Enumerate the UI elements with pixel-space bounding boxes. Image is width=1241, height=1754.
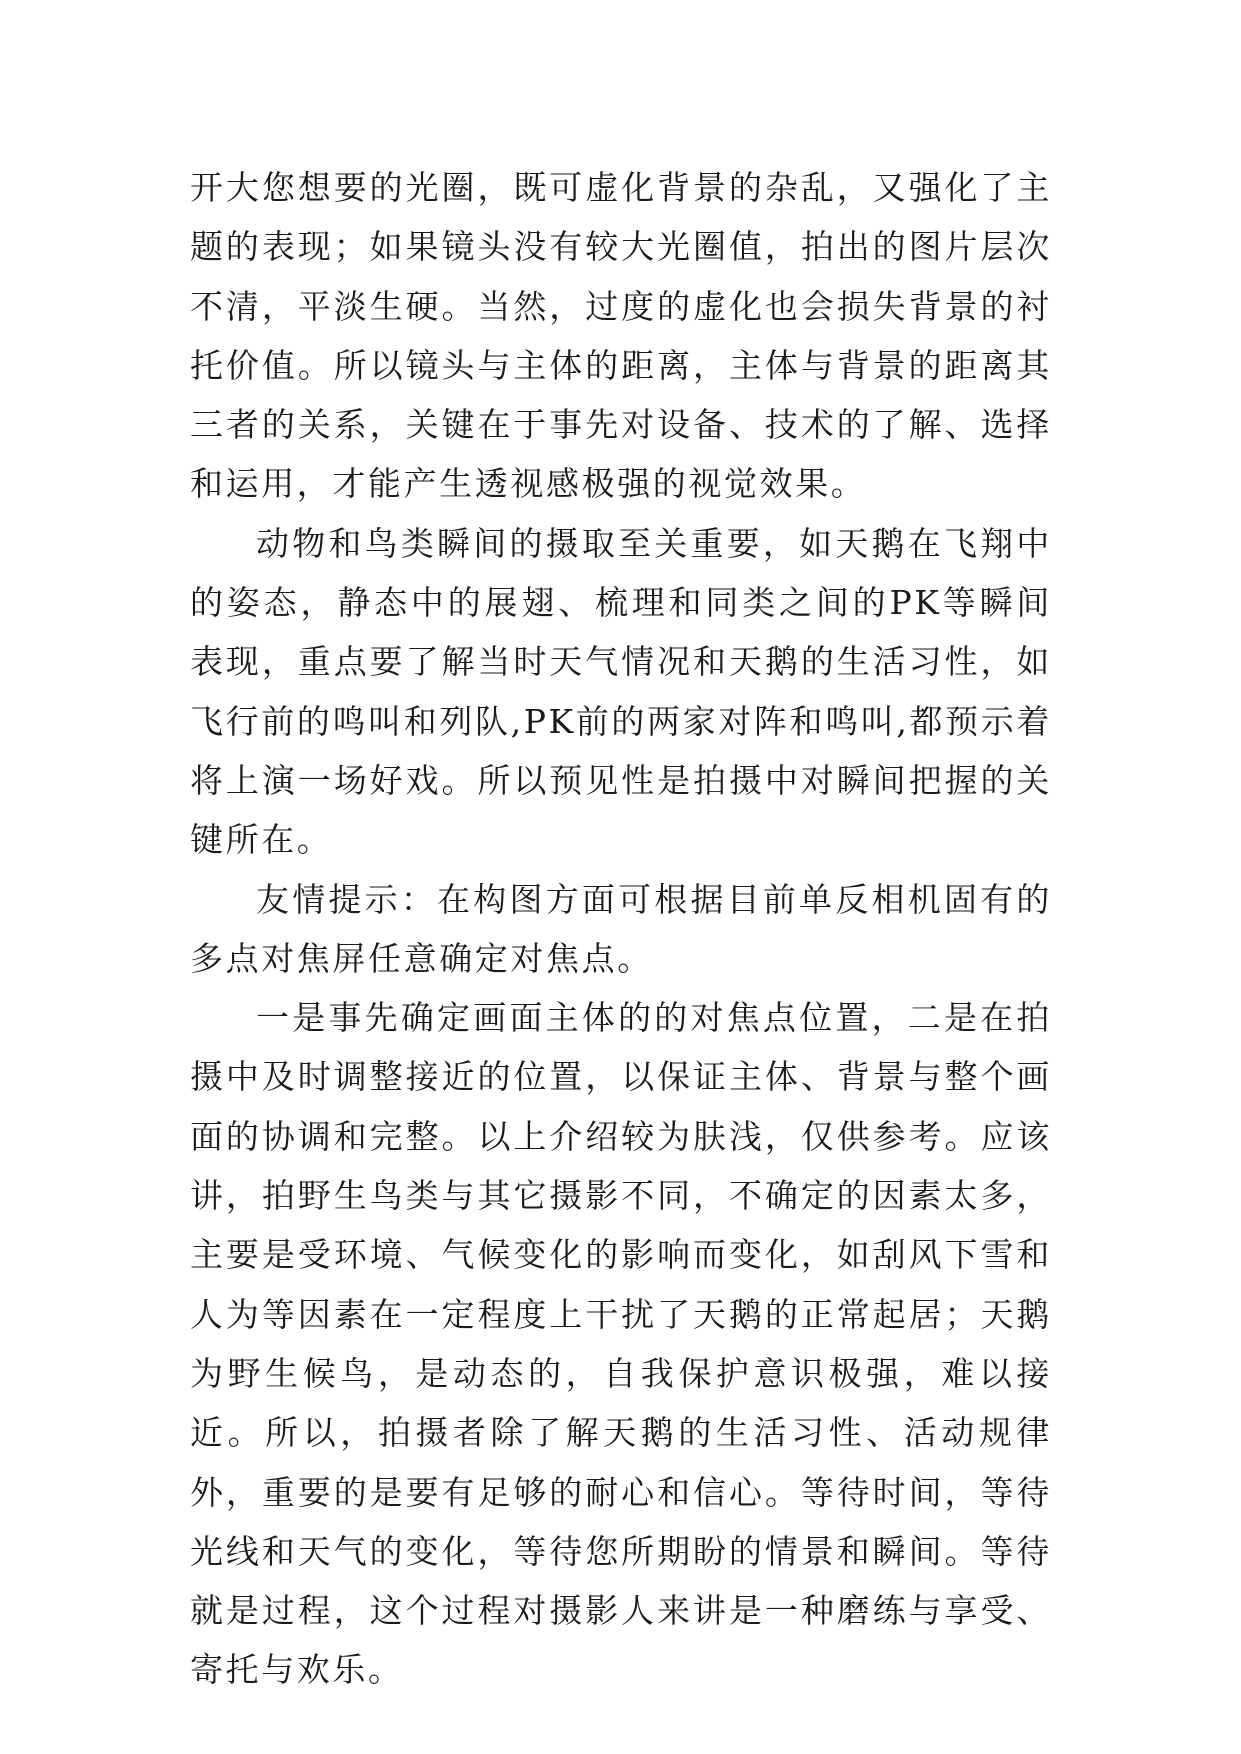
paragraph-4: 一是事先确定画面主体的的对焦点位置，二是在拍摄中及时调整接近的位置，以保证主体、背景与整个画面的协调和完整。以上介绍较为肤浅，仅供参考。应该讲，拍野生鸟类与其它摄影不同，不确定的因素太多，主要是受环境、气候变化的影响而变化，如刮风下雪和人为等因素在一定程度上干扰了天鹅的正常起居；天鹅为野生候鸟，是动态的，自我保护意识极强，难以接近。所以，拍摄者除了解天鹅的生活习性、活动规律外，重要的是要有足够的耐心和信心。等待时间，等待光线和天气的变化，等待您所期盼的情景和瞬间。等待就是过程，这个过程对摄影人来讲是一种磨练与享受、寄托与欢乐。 [190,998,1052,1690]
document-body [190,158,1052,1700]
paragraph-2: 动物和鸟类瞬间的摄取至关重要，如天鹅在飞翔中的姿态，静态中的展翅、梳理和同类之间的PK等瞬间表现，重点要了解当时天气情况和天鹅的生活习性，如飞行前的鸣叫和列队,PK前的两家对阵和鸣叫,都预示着将上演一场好戏。所以预见性是拍摄中对瞬间把握的关键所在。 [190,523,1052,860]
paragraph-1: 开大您想要的光圈，既可虚化背景的杂乱，又强化了主题的表现；如果镜头没有较大光圈值，拍出的图片层次不清，平淡生硬。当然，过度的虚化也会损失背景的衬托价值。所以镜头与主体的距离，主体与背景的距离其三者的关系，关键在于事先对设备、技术的了解、选择和运用，才能产生透视感极强的视觉效果。 [190,168,1052,504]
paragraph-3: 友情提示：在构图方面可根据目前单反相机固有的多点对焦屏任意确定对焦点。 [190,879,1052,978]
